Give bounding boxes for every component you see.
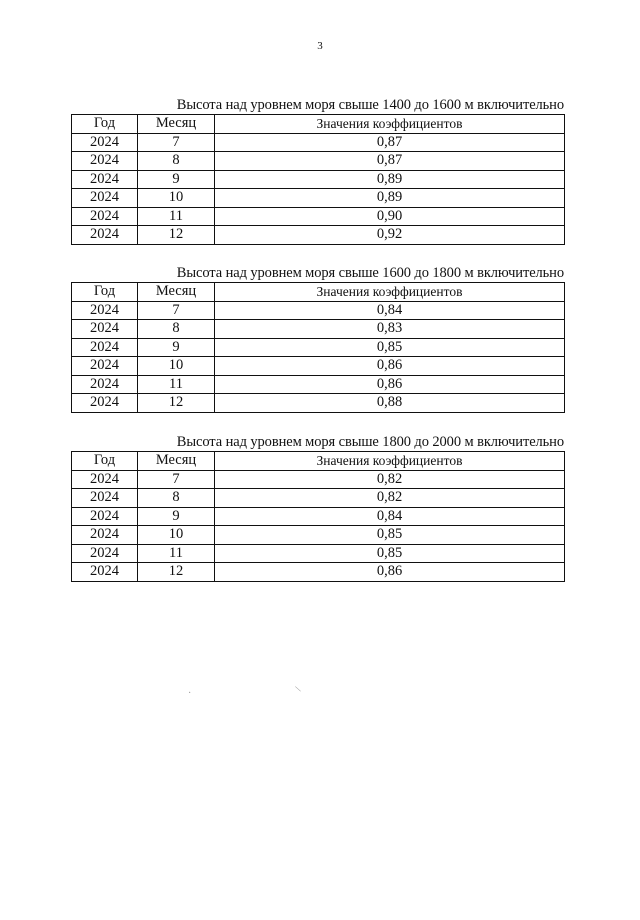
cell-value: 0,84 — [215, 507, 565, 526]
cell-month: 8 — [138, 152, 215, 171]
cell-month: 11 — [138, 544, 215, 563]
table-row — [72, 207, 565, 226]
header-value: Значения коэффициентов — [215, 283, 565, 302]
cell-value: 0,86 — [215, 375, 565, 394]
cell-month: 9 — [138, 170, 215, 189]
table-row — [72, 507, 565, 526]
cell-month: 10 — [138, 189, 215, 208]
header-value: Значения коэффициентов — [215, 452, 565, 471]
coefficients-table — [71, 282, 565, 413]
table-row — [72, 226, 565, 245]
table-row — [72, 301, 565, 320]
table-row — [72, 357, 565, 376]
cell-value: 0,86 — [215, 357, 565, 376]
table-row — [72, 470, 565, 489]
section-1400-1600 — [71, 97, 564, 245]
table-row — [72, 375, 565, 394]
section-1600-1800 — [71, 265, 564, 413]
table-row — [72, 563, 565, 582]
cell-year: 2024 — [72, 563, 138, 582]
cell-value: 0,84 — [215, 301, 565, 320]
coefficients-table — [71, 114, 565, 245]
cell-value: 0,83 — [215, 320, 565, 339]
cell-value: 0,87 — [215, 152, 565, 171]
cell-year: 2024 — [72, 375, 138, 394]
cell-year: 2024 — [72, 301, 138, 320]
cell-value: 0,82 — [215, 470, 565, 489]
table-header-row — [72, 452, 565, 471]
cell-month: 10 — [138, 357, 215, 376]
cell-month: 7 — [138, 470, 215, 489]
cell-month: 7 — [138, 133, 215, 152]
cell-year: 2024 — [72, 489, 138, 508]
cell-month: 11 — [138, 207, 215, 226]
cell-month: 12 — [138, 394, 215, 413]
header-value: Значения коэффициентов — [215, 115, 565, 134]
cell-year: 2024 — [72, 507, 138, 526]
cell-value: 0,85 — [215, 338, 565, 357]
cell-value: 0,85 — [215, 544, 565, 563]
scan-mark: \ — [294, 684, 303, 695]
section-title: Высота над уровнем моря свыше 1800 до 2000 м включительно — [176, 434, 564, 450]
table-row — [72, 544, 565, 563]
header-year: Год — [72, 283, 138, 302]
table-row — [72, 152, 565, 171]
cell-year: 2024 — [72, 189, 138, 208]
section-1800-2000 — [71, 434, 564, 582]
cell-year: 2024 — [72, 544, 138, 563]
cell-value: 0,85 — [215, 526, 565, 545]
table-row — [72, 320, 565, 339]
cell-value: 0,86 — [215, 563, 565, 582]
cell-month: 12 — [138, 563, 215, 582]
table-row — [72, 189, 565, 208]
section-title: Высота над уровнем моря свыше 1400 до 1600 м включительно — [176, 97, 564, 113]
cell-value: 0,87 — [215, 133, 565, 152]
cell-value: 0,90 — [215, 207, 565, 226]
cell-year: 2024 — [72, 470, 138, 489]
header-month: Месяц — [138, 452, 215, 471]
cell-month: 7 — [138, 301, 215, 320]
table-row — [72, 170, 565, 189]
cell-value: 0,89 — [215, 189, 565, 208]
table-row — [72, 133, 565, 152]
table-row — [72, 394, 565, 413]
cell-value: 0,92 — [215, 226, 565, 245]
cell-year: 2024 — [72, 338, 138, 357]
table-header-row — [72, 115, 565, 134]
header-year: Год — [72, 115, 138, 134]
cell-value: 0,89 — [215, 170, 565, 189]
cell-year: 2024 — [72, 226, 138, 245]
cell-year: 2024 — [72, 526, 138, 545]
coefficients-table — [71, 451, 565, 582]
cell-year: 2024 — [72, 170, 138, 189]
cell-year: 2024 — [72, 133, 138, 152]
cell-month: 8 — [138, 489, 215, 508]
header-month: Месяц — [138, 115, 215, 134]
table-row — [72, 526, 565, 545]
cell-year: 2024 — [72, 320, 138, 339]
cell-year: 2024 — [72, 357, 138, 376]
cell-month: 9 — [138, 507, 215, 526]
cell-year: 2024 — [72, 152, 138, 171]
table-row — [72, 338, 565, 357]
header-year: Год — [72, 452, 138, 471]
cell-month: 12 — [138, 226, 215, 245]
cell-month: 9 — [138, 338, 215, 357]
cell-month: 11 — [138, 375, 215, 394]
cell-year: 2024 — [72, 394, 138, 413]
cell-value: 0,82 — [215, 489, 565, 508]
table-row — [72, 489, 565, 508]
section-title: Высота над уровнем моря свыше 1600 до 1800 м включительно — [176, 265, 564, 281]
page-number: 3 — [317, 40, 323, 52]
scan-dot: · — [188, 688, 192, 699]
table-header-row — [72, 283, 565, 302]
cell-year: 2024 — [72, 207, 138, 226]
cell-value: 0,88 — [215, 394, 565, 413]
header-month: Месяц — [138, 283, 215, 302]
cell-month: 10 — [138, 526, 215, 545]
cell-month: 8 — [138, 320, 215, 339]
